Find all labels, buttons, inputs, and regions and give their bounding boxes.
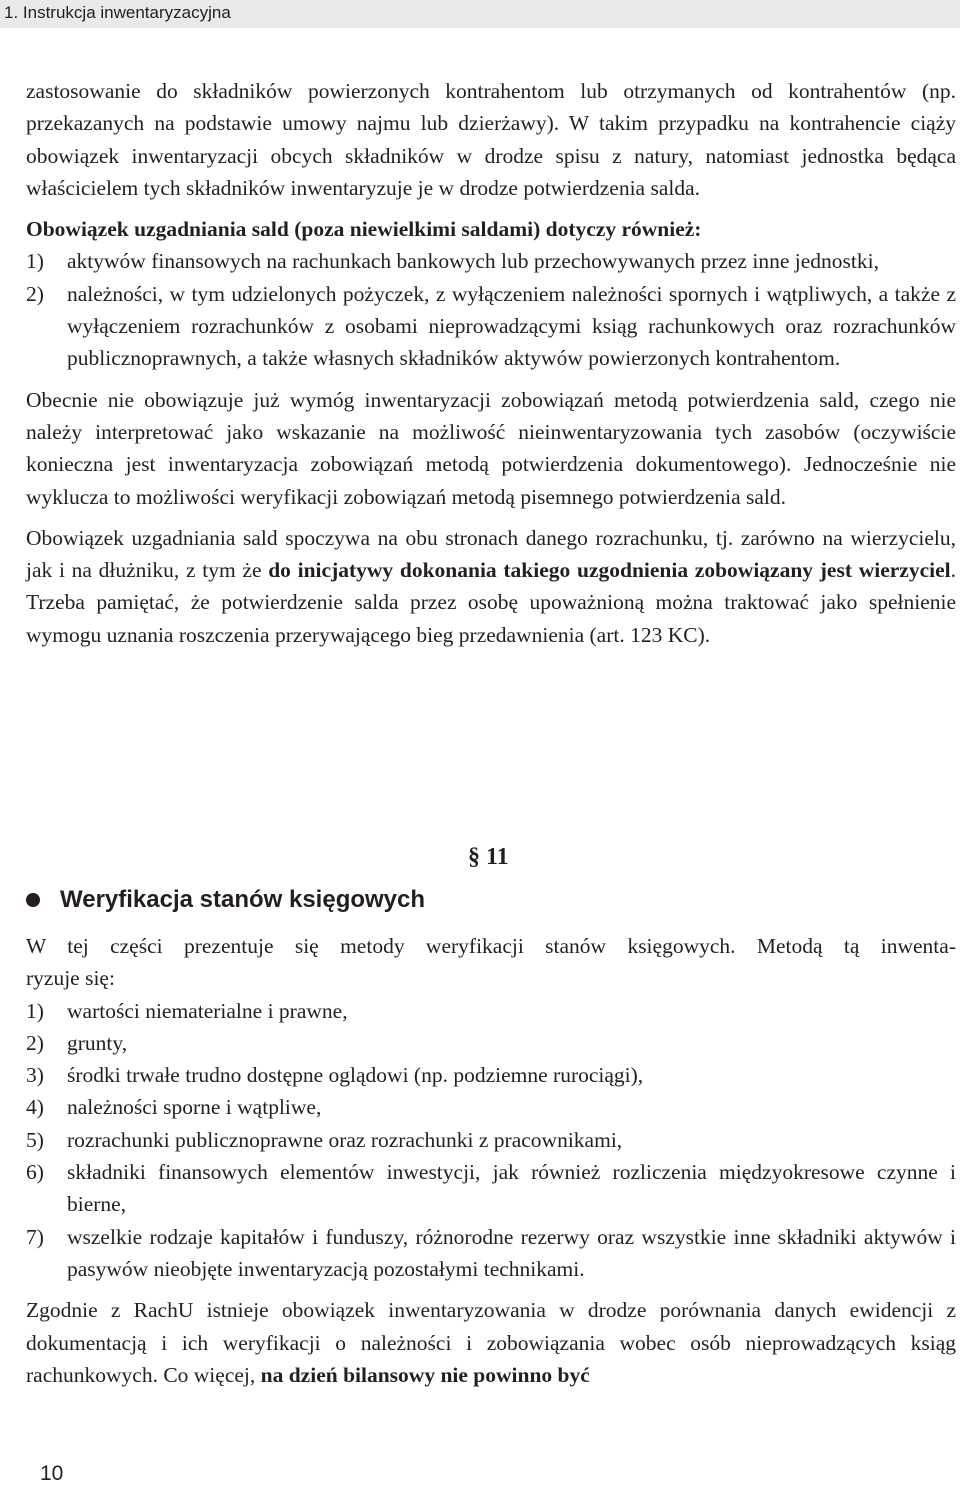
obligation-heading: Obowiązek uzgadniania sald (poza niewielkimi saldami) dotyczy również: (26, 217, 702, 242)
list-item-text: wartości niematerialne i prawne, (67, 998, 348, 1023)
list-item-number: 4) (26, 1095, 44, 1120)
page-number: 10 (40, 1462, 64, 1485)
obligation-list (26, 245, 956, 374)
list-item-text: wszelkie rodzaje kapitałów i funduszy, różnorodne rezerwy oraz wszystkie inne składniki aktywów i pasywów nieobjęte inwentaryzacją pozostałymi technikami. (67, 1224, 956, 1281)
list-item (26, 1027, 956, 1059)
list-item-text: należności sporne i wątpliwe, (67, 1095, 322, 1120)
list-item-text: składniki finansowych elementów inwestycji, jak również rozliczenia międzyokresowe czynne i bierne, (67, 1160, 956, 1217)
chapter-title: 1. Instrukcja inwentaryzacyjna (4, 3, 231, 22)
text-line: ryzuje się: (26, 966, 115, 991)
list-item (26, 245, 956, 277)
list-item (26, 1091, 956, 1123)
text-run: Zgodnie z RachU istnieje obowiązek inwentaryzowania w drodze porównania danych ewidencji z dokumentacją i ich weryfikacji o należności i zobowiązania wobec osób nieprowadzących ksiąg rachunkowych. Co więcej, (26, 1298, 956, 1387)
list-item-number: 1) (26, 998, 44, 1023)
page-body-bottom (26, 930, 956, 1400)
list-item-number: 7) (26, 1224, 44, 1249)
text-run: Obowiązek uzgadniania sald spoczywa na obu stronach danego rozrachunku, tj. zarówno na wierzycielu, jak i na dłużniku, z tym że (26, 525, 956, 583)
list-item (26, 1059, 956, 1091)
text-run: . Trzeba pamiętać, że potwierdzenie salda przez osobę upoważnioną można traktować jako spełnienie wymogu uznania roszczenia przerywającego bieg przedawnienia (art. 123 KC). (26, 558, 956, 647)
paragraph-rachu (26, 1294, 956, 1391)
list-item (26, 1124, 956, 1156)
list-item (26, 1156, 956, 1221)
running-header (0, 0, 960, 28)
list-item (26, 995, 956, 1027)
bullet-icon (26, 893, 40, 907)
list-item-number: 5) (26, 1127, 44, 1152)
list-item-number: 3) (26, 1063, 44, 1088)
list-item (26, 1221, 956, 1286)
paragraph-liabilities: Obecnie nie obowiązuje już wymóg inwentaryzacji zobowiązań metodą potwierdzenia sald, czego nie należy interpretować jako wskazanie na możliwość nieinwentaryzowania tych zasobów (oczywiście konieczna jest inwentaryzacja zobowiązań metodą potwierdzenia dokumentowego). Jednocześnie nie wyklucza to możliwości weryfikacji zobowiązań metodą pisemnego potwierdzenia sald. (26, 387, 956, 509)
list-item-text: środki trwałe trudno dostępne oglądowi (np. podziemne rurociągi), (67, 1063, 644, 1088)
paragraph-reconciliation (26, 522, 956, 651)
text-line: W tej części prezentuje się metody weryfikacji stanów księgowych. Metodą tą inwenta- (26, 934, 956, 958)
list-item-text: grunty, (67, 1030, 128, 1055)
list-item-number: 1) (26, 249, 44, 274)
paragraph-intro: zastosowanie do składników powierzonych kontrahentom lub otrzymanych od kontrahentów (np. przekazanych na podstawie umowy najmu lub dzierżawy). W takim przypadku na kontrahencie ciąży obowiązek inwentaryzacji obcych składników w drodze spisu z natury, natomiast jednostka będąca właścicielem tych składników inwentaryzuje je w drodze potwierdzenia salda. (26, 79, 956, 200)
list-item-text: aktywów finansowych na rachunkach bankowych lub przechowywanych przez inne jednostki, (67, 249, 879, 274)
list-item-text: należności, w tym udzielonych pożyczek, z wyłączeniem należności spornych i wątpliwych, a także z wyłączeniem rozrachunków z osobami nieprowadzącymi ksiąg rachunkowych oraz rozrachunków publicznoprawnych, a także własnych składników aktywów powierzonych kontrahentom. (67, 281, 956, 371)
obligation-block (26, 213, 956, 245)
emphasized-text: do inicjatywy dokonania takiego uzgodnienia zobowiązany jest wierzyciel (268, 558, 951, 583)
list-item-number: 2) (26, 281, 44, 306)
list-item-number: 6) (26, 1160, 44, 1185)
section-number: § 11 (468, 844, 509, 870)
section-heading (26, 882, 425, 918)
page-body-top (26, 75, 956, 660)
list-item-number: 2) (26, 1030, 44, 1055)
list-item-text: rozrachunki publicznoprawne oraz rozrachunki z pracownikami, (67, 1127, 623, 1152)
emphasized-text: na dzień bilansowy nie powinno być (260, 1362, 590, 1387)
verification-list (26, 995, 956, 1286)
list-item (26, 278, 956, 375)
paragraph-verification-intro (26, 930, 956, 995)
section-heading-text: Weryfikacja stanów księgowych (60, 886, 426, 913)
